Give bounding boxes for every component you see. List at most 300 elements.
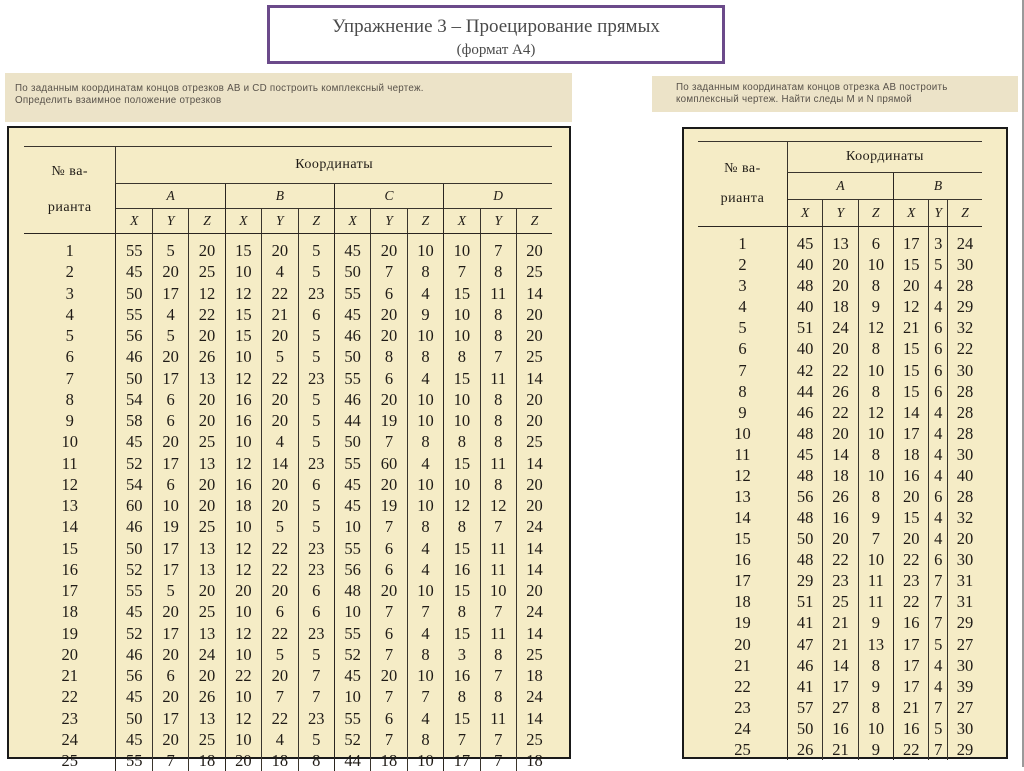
variant-number: 16 [24, 559, 116, 580]
coordinate-cell: 20 [823, 338, 858, 359]
coordinate-cell: 47 [787, 633, 822, 654]
header-row-title [698, 142, 982, 173]
coordinate-cell: 50 [787, 718, 822, 739]
axis-header: Y [823, 200, 858, 227]
coordinate-cell: 50 [116, 368, 152, 389]
coordinate-cell: 4 [262, 431, 298, 452]
coordinate-cell: 7 [929, 739, 948, 760]
coordinate-cell: 40 [787, 338, 822, 359]
table-row [24, 304, 552, 325]
coordinate-cell: 12 [225, 559, 261, 580]
coordinate-cell: 22 [225, 665, 261, 686]
table-row [698, 275, 982, 296]
coordinate-cell: 22 [823, 549, 858, 570]
right-coordinates-table [698, 141, 982, 760]
coordinate-cell: 7 [480, 601, 516, 622]
coordinate-cell: 50 [334, 261, 370, 282]
coordinate-cell: 45 [787, 444, 822, 465]
coordinate-cell: 46 [787, 402, 822, 423]
coordinate-cell: 16 [894, 612, 929, 633]
coordinate-cell: 15 [444, 708, 480, 729]
coordinate-cell: 15 [444, 283, 480, 304]
coordinate-cell: 17 [894, 633, 929, 654]
coordinate-cell: 11 [480, 538, 516, 559]
coordinate-cell: 48 [787, 275, 822, 296]
variant-number: 8 [698, 381, 787, 402]
coordinate-cell: 21 [894, 317, 929, 338]
coordinate-cell: 15 [225, 234, 261, 262]
axis-header: Y [371, 209, 407, 234]
coordinate-cell: 8 [858, 486, 893, 507]
coordinate-cell: 13 [858, 633, 893, 654]
variant-number: 12 [698, 465, 787, 486]
coordinate-cell: 6 [298, 474, 334, 495]
coordinate-cell: 20 [516, 325, 552, 346]
axis-header: X [225, 209, 261, 234]
coordinate-cell: 12 [444, 495, 480, 516]
table-row [698, 402, 982, 423]
table-row [698, 296, 982, 317]
table-row [698, 465, 982, 486]
variant-number: 2 [24, 261, 116, 282]
variant-number: 14 [698, 507, 787, 528]
coordinate-cell: 45 [334, 474, 370, 495]
table-row [698, 676, 982, 697]
coordinate-cell: 44 [787, 381, 822, 402]
coordinate-cell: 20 [371, 304, 407, 325]
coordinate-cell: 7 [371, 516, 407, 537]
coordinate-cell: 22 [894, 591, 929, 612]
coordinate-cell: 20 [948, 528, 982, 549]
coordinate-cell: 31 [948, 591, 982, 612]
coordinate-cell: 40 [787, 254, 822, 275]
coordinate-cell: 55 [116, 750, 152, 771]
coordinate-cell: 8 [298, 750, 334, 771]
coordinate-cell: 30 [948, 549, 982, 570]
coordinate-cell: 4 [929, 655, 948, 676]
coordinate-cell: 16 [823, 718, 858, 739]
coordinate-cell: 5 [298, 346, 334, 367]
coordinate-cell: 56 [116, 665, 152, 686]
coordinate-cell: 6 [371, 559, 407, 580]
coordinate-cell: 21 [823, 739, 858, 760]
coordinate-cell: 20 [152, 346, 188, 367]
coordinate-cell: 17 [152, 283, 188, 304]
coordinate-cell: 23 [298, 623, 334, 644]
coordinate-cell: 10 [152, 495, 188, 516]
table-row [24, 495, 552, 516]
coordinate-cell: 7 [444, 261, 480, 282]
coordinate-cell: 12 [858, 402, 893, 423]
coordinate-cell: 9 [407, 304, 443, 325]
coordinate-cell: 6 [298, 304, 334, 325]
coordinate-cell: 8 [480, 261, 516, 282]
coordinate-cell: 10 [407, 410, 443, 431]
coordinate-cell: 15 [444, 623, 480, 644]
coordinate-cell: 6 [152, 389, 188, 410]
table-row [24, 580, 552, 601]
coordinate-cell: 12 [894, 296, 929, 317]
coordinate-cell: 20 [516, 580, 552, 601]
coordinate-cell: 5 [298, 431, 334, 452]
coordinate-cell: 15 [444, 580, 480, 601]
coordinates-header: Координаты [787, 142, 982, 173]
coordinate-cell: 25 [823, 591, 858, 612]
coordinate-cell: 5 [298, 389, 334, 410]
coordinate-cell: 8 [444, 516, 480, 537]
coordinate-cell: 44 [334, 410, 370, 431]
coordinate-cell: 15 [444, 538, 480, 559]
coordinate-cell: 5 [298, 234, 334, 262]
table-row [24, 665, 552, 686]
coordinate-cell: 4 [407, 453, 443, 474]
coordinate-cell: 24 [948, 227, 982, 255]
coordinate-cell: 17 [894, 676, 929, 697]
coordinate-cell: 13 [823, 227, 858, 255]
coordinate-cell: 18 [225, 495, 261, 516]
coordinate-cell: 7 [929, 570, 948, 591]
coordinate-cell: 20 [823, 254, 858, 275]
coordinate-cell: 16 [225, 389, 261, 410]
coordinate-cell: 6 [371, 623, 407, 644]
table-row [24, 431, 552, 452]
variant-number: 1 [24, 234, 116, 262]
variant-number: 25 [698, 739, 787, 760]
coordinate-cell: 42 [787, 359, 822, 380]
coordinate-cell: 13 [189, 708, 225, 729]
coordinate-cell: 45 [116, 686, 152, 707]
coordinate-cell: 7 [480, 729, 516, 750]
coordinate-cell: 8 [407, 346, 443, 367]
coordinate-cell: 6 [929, 381, 948, 402]
table-row [698, 444, 982, 465]
coordinate-cell: 28 [948, 486, 982, 507]
coordinate-cell: 20 [371, 389, 407, 410]
coordinate-cell: 10 [858, 254, 893, 275]
coordinate-cell: 15 [894, 338, 929, 359]
coordinate-cell: 14 [516, 623, 552, 644]
slide-title: Упражнение 3 – Проецирование прямых [270, 16, 722, 38]
coordinate-cell: 14 [894, 402, 929, 423]
coordinate-cell: 5 [298, 325, 334, 346]
coordinate-cell: 8 [371, 346, 407, 367]
variant-number: 24 [698, 718, 787, 739]
coordinate-cell: 4 [929, 507, 948, 528]
table-row [24, 538, 552, 559]
coordinate-cell: 22 [948, 338, 982, 359]
coordinate-cell: 20 [262, 410, 298, 431]
variant-number: 5 [24, 325, 116, 346]
coordinate-cell: 20 [516, 410, 552, 431]
coordinate-cell: 30 [948, 359, 982, 380]
coordinate-cell: 5 [152, 325, 188, 346]
coordinate-cell: 20 [371, 474, 407, 495]
point-header: B [894, 173, 983, 200]
coordinate-cell: 18 [823, 296, 858, 317]
coordinate-cell: 20 [152, 729, 188, 750]
coordinate-cell: 5 [298, 410, 334, 431]
variant-number: 25 [24, 750, 116, 771]
axis-header: X [334, 209, 370, 234]
axis-header: Y [480, 209, 516, 234]
table-header [698, 142, 982, 227]
coordinate-cell: 20 [189, 325, 225, 346]
coordinate-cell: 10 [407, 234, 443, 262]
coordinate-cell: 7 [929, 697, 948, 718]
coordinate-cell: 15 [444, 368, 480, 389]
coordinate-cell: 26 [823, 486, 858, 507]
coordinate-cell: 16 [894, 465, 929, 486]
coordinate-cell: 30 [948, 655, 982, 676]
table-row [24, 389, 552, 410]
axis-header: X [894, 200, 929, 227]
coordinate-cell: 20 [371, 665, 407, 686]
table-row [698, 591, 982, 612]
coordinate-cell: 22 [823, 402, 858, 423]
coordinate-cell: 13 [189, 559, 225, 580]
coordinate-cell: 16 [823, 507, 858, 528]
coordinate-cell: 7 [444, 729, 480, 750]
variant-number: 10 [24, 431, 116, 452]
coordinate-cell: 10 [225, 729, 261, 750]
variant-number: 2 [698, 254, 787, 275]
table-row [698, 633, 982, 654]
coordinate-cell: 29 [948, 296, 982, 317]
coordinate-cell: 8 [480, 431, 516, 452]
coordinate-cell: 50 [116, 538, 152, 559]
variant-number: 12 [24, 474, 116, 495]
coordinate-cell: 10 [407, 325, 443, 346]
coordinate-cell: 6 [929, 317, 948, 338]
coordinate-cell: 12 [225, 368, 261, 389]
coordinate-cell: 11 [858, 570, 893, 591]
coordinate-cell: 7 [152, 750, 188, 771]
coordinate-cell: 11 [858, 591, 893, 612]
coordinate-cell: 44 [334, 750, 370, 771]
coordinate-cell: 22 [262, 283, 298, 304]
coordinate-cell: 25 [189, 729, 225, 750]
variant-number: 7 [24, 368, 116, 389]
coordinate-cell: 20 [189, 665, 225, 686]
coordinate-cell: 31 [948, 570, 982, 591]
coordinate-cell: 30 [948, 444, 982, 465]
coordinate-cell: 20 [894, 486, 929, 507]
coordinate-cell: 20 [262, 325, 298, 346]
table-row [698, 254, 982, 275]
coordinate-cell: 19 [371, 410, 407, 431]
coordinate-cell: 29 [787, 570, 822, 591]
coordinate-cell: 10 [858, 359, 893, 380]
coordinate-cell: 22 [823, 359, 858, 380]
coordinate-cell: 55 [334, 283, 370, 304]
coordinate-cell: 20 [189, 234, 225, 262]
coordinate-cell: 7 [371, 601, 407, 622]
coordinate-cell: 4 [929, 296, 948, 317]
table-row [698, 338, 982, 359]
coordinate-cell: 8 [407, 516, 443, 537]
table-row [698, 718, 982, 739]
coordinate-cell: 54 [116, 389, 152, 410]
table-header [24, 147, 552, 234]
coordinate-cell: 45 [116, 431, 152, 452]
coordinate-cell: 7 [480, 665, 516, 686]
coordinate-cell: 20 [225, 750, 261, 771]
coordinate-cell: 8 [444, 431, 480, 452]
coordinate-cell: 13 [189, 623, 225, 644]
coordinate-cell: 10 [858, 423, 893, 444]
coordinate-cell: 10 [225, 686, 261, 707]
coordinate-cell: 52 [116, 453, 152, 474]
table-row [698, 227, 982, 255]
coordinate-cell: 20 [262, 495, 298, 516]
coordinate-cell: 11 [480, 453, 516, 474]
coordinate-cell: 20 [262, 580, 298, 601]
coordinate-cell: 32 [948, 507, 982, 528]
table-row [698, 507, 982, 528]
coordinate-cell: 6 [371, 708, 407, 729]
variant-number: 7 [698, 359, 787, 380]
coordinate-cell: 11 [480, 559, 516, 580]
slide-title-box [267, 5, 725, 64]
coordinate-cell: 46 [116, 644, 152, 665]
coordinate-cell: 10 [225, 261, 261, 282]
coordinate-cell: 26 [823, 381, 858, 402]
coordinate-cell: 60 [371, 453, 407, 474]
table-row [698, 570, 982, 591]
table-body [698, 227, 982, 760]
coordinate-cell: 45 [334, 495, 370, 516]
coordinate-cell: 4 [929, 423, 948, 444]
coordinate-cell: 25 [516, 431, 552, 452]
coordinate-cell: 3 [929, 227, 948, 255]
coordinate-cell: 23 [298, 559, 334, 580]
table-row [24, 644, 552, 665]
table-row [24, 559, 552, 580]
coordinate-cell: 16 [444, 665, 480, 686]
coordinate-cell: 24 [516, 601, 552, 622]
point-header: A [787, 173, 893, 200]
coordinate-cell: 26 [189, 346, 225, 367]
coordinate-cell: 5 [152, 234, 188, 262]
table-row [24, 453, 552, 474]
coordinate-cell: 18 [823, 465, 858, 486]
coordinate-cell: 13 [189, 538, 225, 559]
coordinate-cell: 25 [189, 431, 225, 452]
coordinate-cell: 17 [152, 368, 188, 389]
coordinate-cell: 10 [225, 431, 261, 452]
coordinate-cell: 23 [298, 453, 334, 474]
coordinate-cell: 5 [929, 633, 948, 654]
coordinate-cell: 7 [298, 686, 334, 707]
coordinate-cell: 23 [298, 708, 334, 729]
coordinate-cell: 13 [189, 368, 225, 389]
coordinate-cell: 12 [225, 708, 261, 729]
coordinate-cell: 20 [262, 665, 298, 686]
coordinate-cell: 7 [858, 528, 893, 549]
coordinate-cell: 6 [262, 601, 298, 622]
variant-number: 16 [698, 549, 787, 570]
coordinate-cell: 10 [407, 474, 443, 495]
coordinate-cell: 23 [823, 570, 858, 591]
coordinate-cell: 8 [480, 304, 516, 325]
coordinate-cell: 20 [152, 686, 188, 707]
coordinate-cell: 16 [894, 718, 929, 739]
coordinate-cell: 14 [516, 559, 552, 580]
coordinate-cell: 5 [262, 346, 298, 367]
coordinate-cell: 22 [189, 304, 225, 325]
table-row [698, 317, 982, 338]
coordinate-cell: 46 [334, 389, 370, 410]
coordinate-cell: 45 [787, 227, 822, 255]
axis-header: Y [152, 209, 188, 234]
variant-number: 22 [24, 686, 116, 707]
coordinate-cell: 4 [929, 465, 948, 486]
coordinate-cell: 11 [480, 708, 516, 729]
variant-number: 18 [24, 601, 116, 622]
coordinate-cell: 17 [152, 559, 188, 580]
coordinate-cell: 52 [334, 644, 370, 665]
variant-number: 8 [24, 389, 116, 410]
coordinate-cell: 4 [152, 304, 188, 325]
coordinate-cell: 15 [894, 254, 929, 275]
coordinate-cell: 20 [371, 325, 407, 346]
right-caption-line2: комплексный чертеж. Найти следы M и N прямой [676, 94, 1018, 106]
coordinate-cell: 17 [444, 750, 480, 771]
coordinate-cell: 18 [894, 444, 929, 465]
coordinate-cell: 21 [262, 304, 298, 325]
coordinate-cell: 50 [116, 283, 152, 304]
coordinate-cell: 5 [298, 729, 334, 750]
coordinate-cell: 8 [444, 686, 480, 707]
coordinate-cell: 5 [929, 718, 948, 739]
table-row [24, 261, 552, 282]
header-row-title [24, 147, 552, 184]
variant-number: 20 [24, 644, 116, 665]
coordinate-cell: 9 [858, 507, 893, 528]
table-row [24, 729, 552, 750]
coordinate-cell: 20 [152, 261, 188, 282]
coordinate-cell: 5 [298, 261, 334, 282]
coordinate-cell: 5 [298, 495, 334, 516]
variant-number: 4 [698, 296, 787, 317]
table-row [24, 346, 552, 367]
coordinate-cell: 7 [480, 750, 516, 771]
variant-number: 19 [24, 623, 116, 644]
coordinate-cell: 12 [858, 317, 893, 338]
axis-header: Z [298, 209, 334, 234]
coordinate-cell: 5 [262, 644, 298, 665]
coordinate-cell: 20 [823, 275, 858, 296]
coordinate-cell: 6 [929, 359, 948, 380]
coordinate-cell: 24 [823, 317, 858, 338]
table-row [24, 601, 552, 622]
coordinate-cell: 12 [225, 538, 261, 559]
coordinate-cell: 15 [225, 304, 261, 325]
coordinate-cell: 6 [858, 227, 893, 255]
coordinate-cell: 55 [116, 234, 152, 262]
coordinate-cell: 14 [516, 453, 552, 474]
table-row [698, 612, 982, 633]
coordinate-cell: 17 [152, 623, 188, 644]
coordinate-cell: 5 [929, 254, 948, 275]
coordinate-cell: 6 [152, 474, 188, 495]
coordinate-cell: 14 [516, 538, 552, 559]
coordinate-cell: 20 [152, 601, 188, 622]
coordinate-cell: 20 [371, 580, 407, 601]
coordinate-cell: 7 [371, 644, 407, 665]
coordinate-cell: 20 [516, 495, 552, 516]
coordinate-cell: 54 [116, 474, 152, 495]
